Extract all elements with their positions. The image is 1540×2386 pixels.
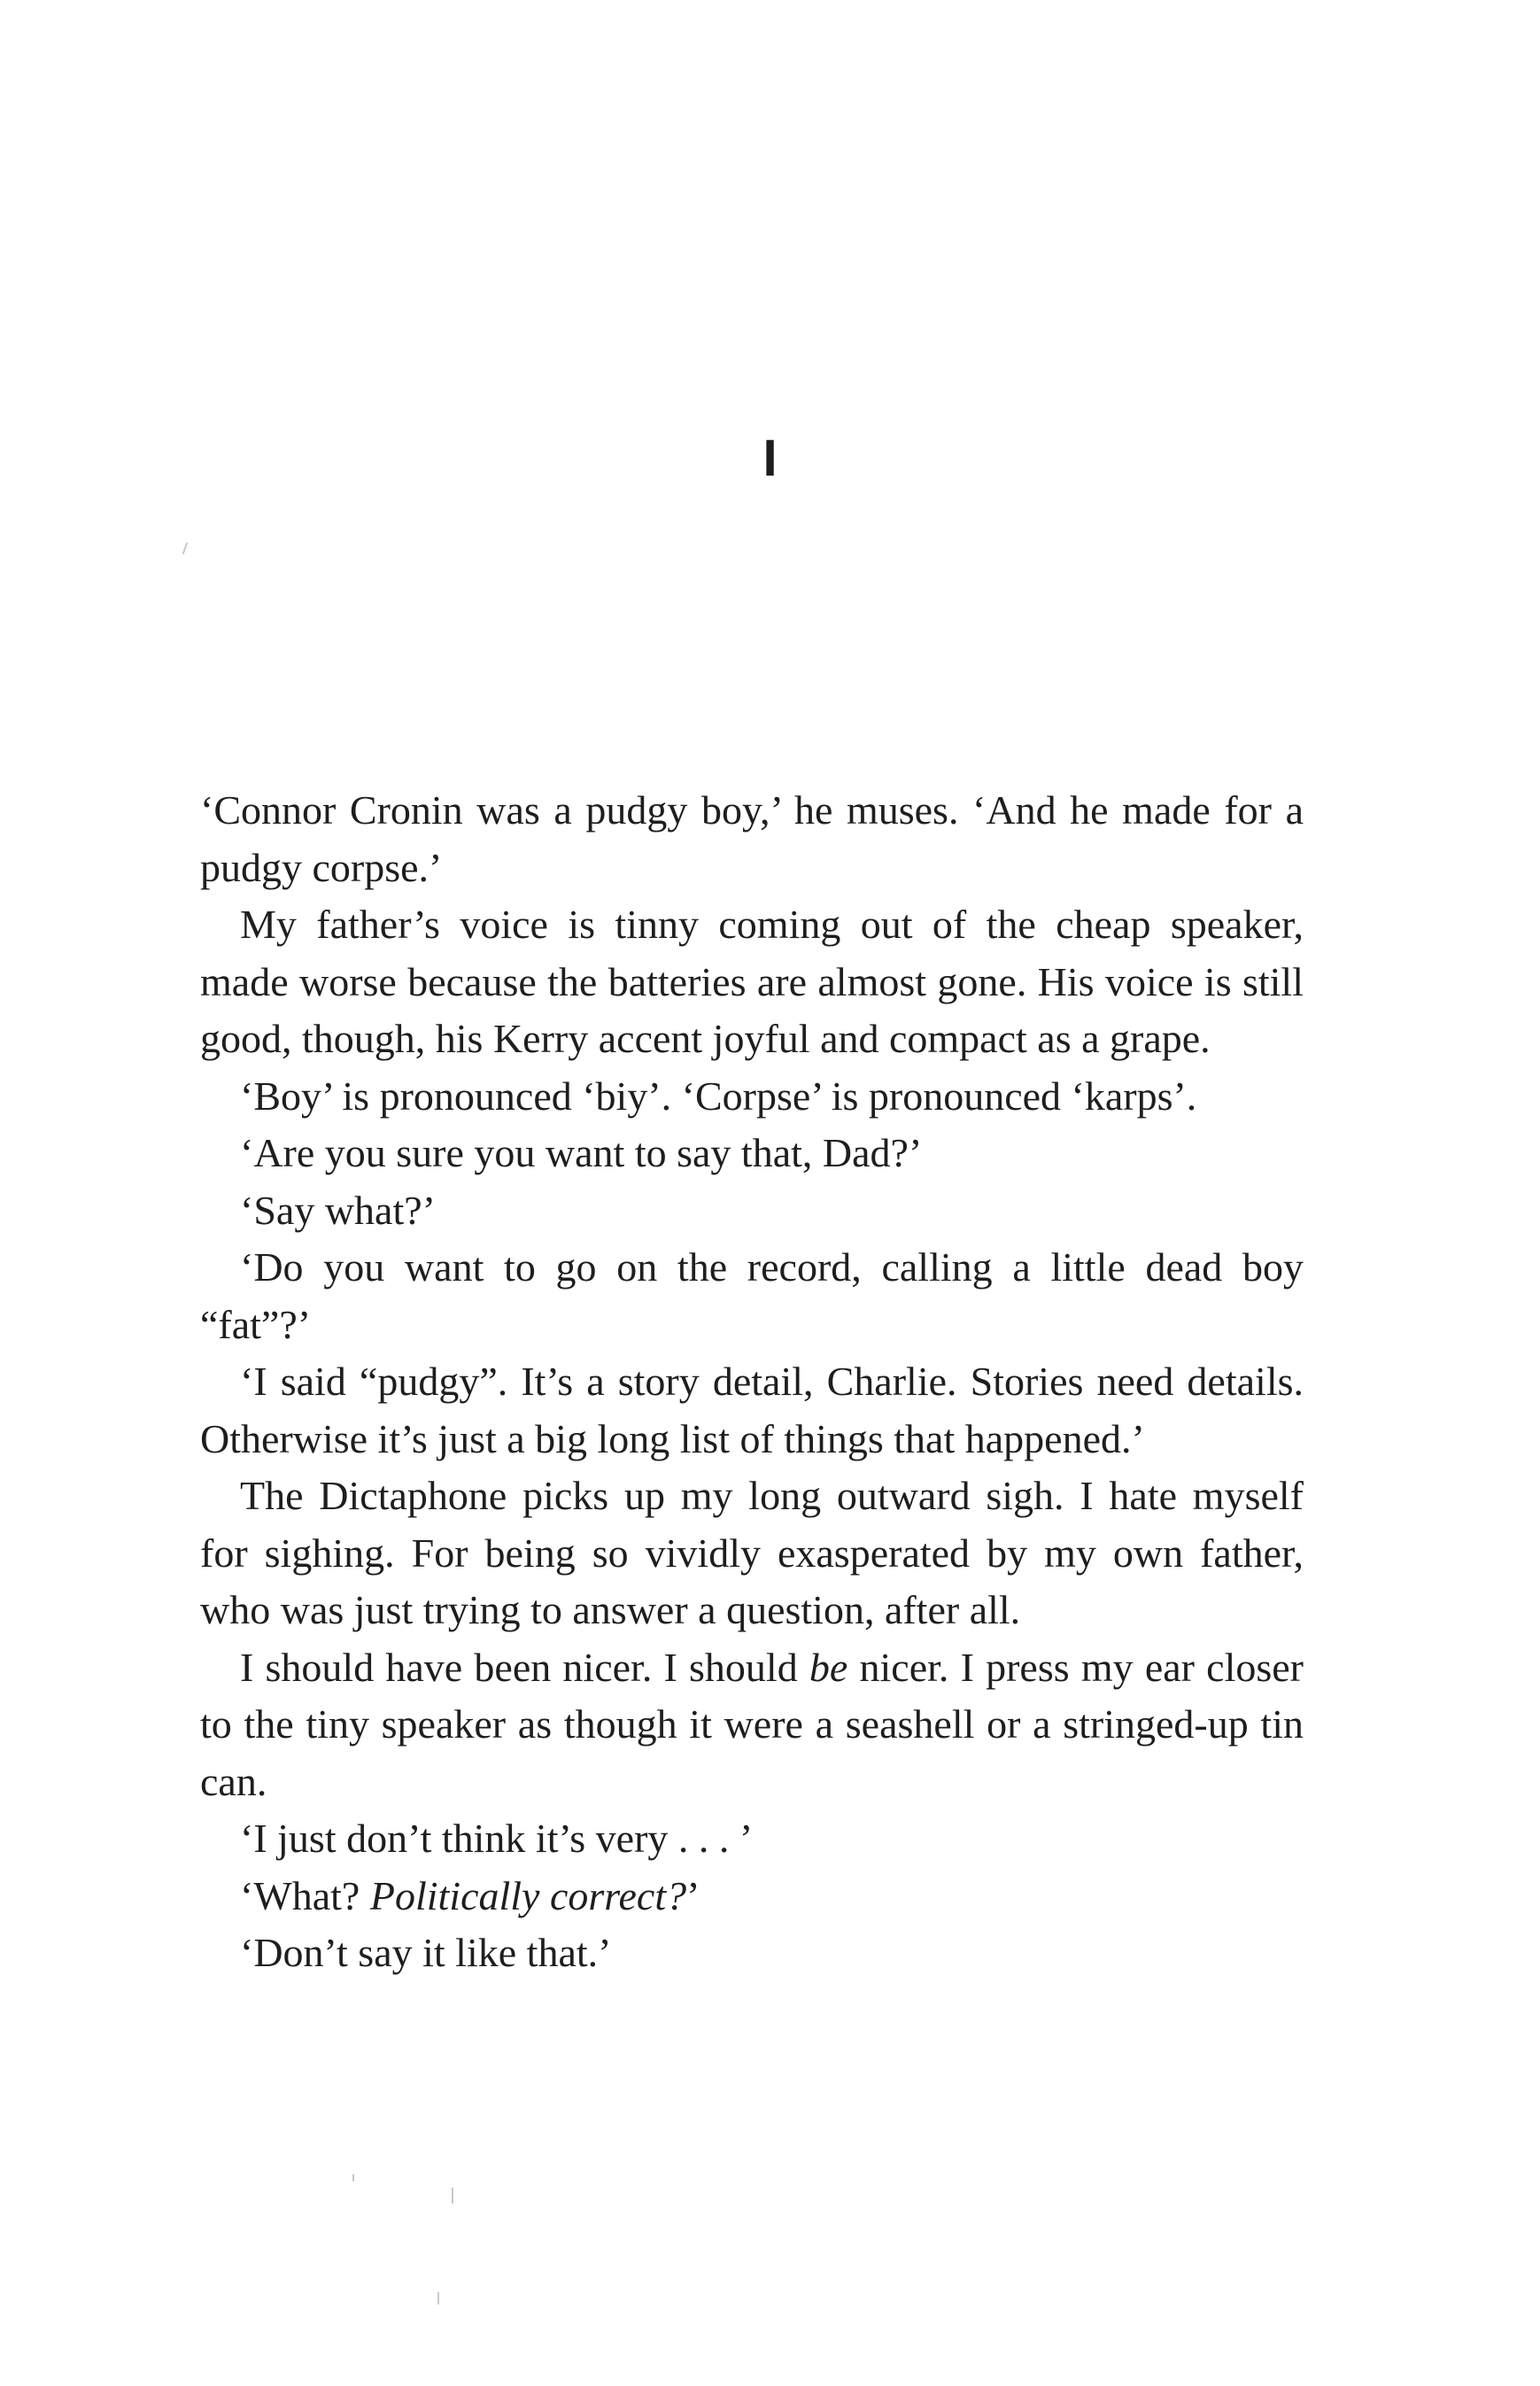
text-run: ‘Do you want to go on the record, calling a little dead boy “fat”?’	[200, 1244, 1304, 1347]
text-run: ‘Connor Cronin was a pudgy boy,’ he muses. ‘And he made for a pudgy corpse.’	[200, 787, 1304, 890]
text-run: ‘What?	[240, 1872, 370, 1918]
scan-speck	[437, 2292, 439, 2305]
text-run: ‘Are you sure you want to say that, Dad?’	[240, 1130, 923, 1175]
text-run: ‘Say what?’	[240, 1187, 436, 1233]
scan-speck	[352, 2174, 354, 2181]
italic-text: Politically correct?	[369, 1872, 687, 1918]
paragraph	[200, 1810, 1304, 1868]
text-run: My father’s voice is tinny coming out of the cheap speaker, made worse because the batteries are almost gone. His voice is still good, though, his Kerry accent joyful and compact as a grape.	[200, 902, 1304, 1061]
paragraph	[200, 782, 1304, 896]
text-run: ’	[686, 1872, 700, 1918]
text-run: ‘I just don’t think it’s very . . . ’	[240, 1816, 754, 1861]
paragraph	[200, 1639, 1304, 1811]
scan-speck	[182, 542, 189, 554]
text-run: ‘Don’t say it like that.’	[240, 1930, 612, 1975]
body-text	[200, 782, 1304, 1982]
paragraph	[200, 896, 1304, 1068]
chapter-number: I	[762, 430, 778, 487]
text-run: nicer. I press my ear closer to the tiny speaker as though it were a seashell or a stringed-up tin can.	[200, 1644, 1304, 1804]
paragraph	[200, 1068, 1304, 1126]
text-run: The Dictaphone picks up my long outward sigh. I hate myself for sighing. For being so vividly exasperated by my own father, who was just trying to answer a question, after all.	[200, 1473, 1304, 1632]
paragraph	[200, 1868, 1304, 1925]
paragraph	[200, 1925, 1304, 1982]
text-run: I should have been nicer. I should	[240, 1644, 809, 1690]
scan-speck	[452, 2188, 453, 2204]
paragraph	[200, 1239, 1304, 1353]
paragraph	[200, 1182, 1304, 1240]
paragraph	[200, 1468, 1304, 1639]
italic-text: be	[809, 1644, 848, 1690]
text-run: ‘Boy’ is pronounced ‘biy’. ‘Corpse’ is pronounced ‘karps’.	[240, 1073, 1197, 1119]
paragraph	[200, 1353, 1304, 1468]
paragraph	[200, 1125, 1304, 1182]
text-run: ‘I said “pudgy”. It’s a story detail, Charlie. Stories need details. Otherwise it’s just a big long list of things that happened.’	[200, 1359, 1304, 1461]
